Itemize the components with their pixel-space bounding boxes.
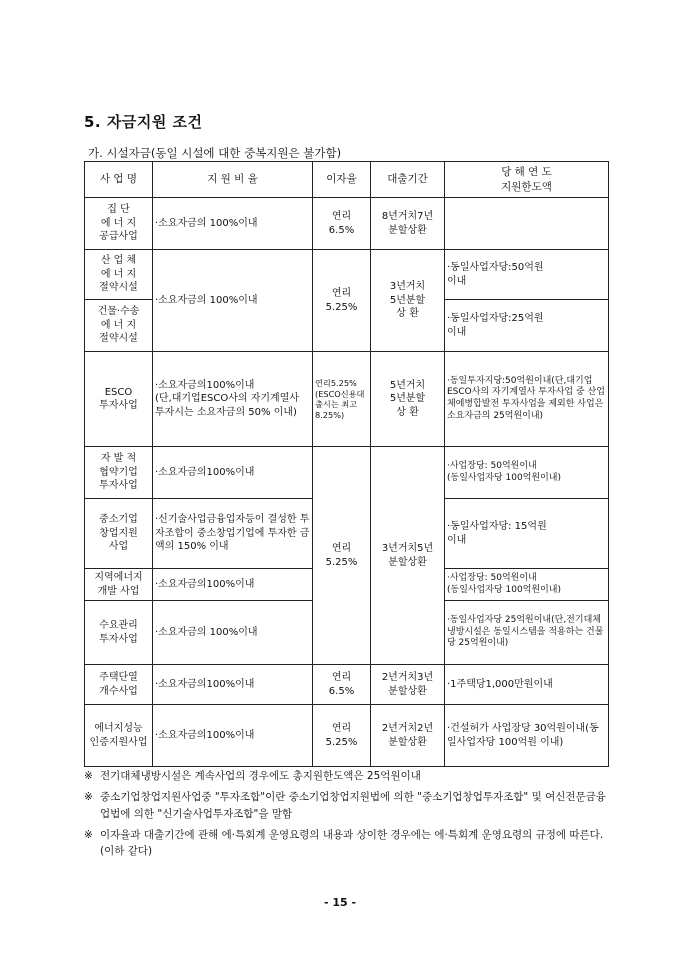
header-period: 대출기간: [371, 162, 445, 198]
cell-ratio: ·소요자금의 100%이내: [153, 601, 313, 665]
cell-interest: 연리 6.5%: [313, 665, 371, 705]
cell-business: 산 업 체 에 너 지 절약시설: [85, 250, 153, 300]
note-text: 전기대체냉방시설은 계속사업의 경우에도 총지원한도액은 25억원이내: [100, 770, 421, 782]
cell-ratio: ·소요자금의100%이내: [153, 447, 313, 499]
header-interest: 이자율: [313, 162, 371, 198]
table-row: [85, 447, 609, 499]
footnote: [84, 768, 608, 784]
cell-ratio: ·소요자금의100%이내: [153, 665, 313, 705]
note-mark: ※: [84, 770, 93, 782]
cell-limit: [445, 198, 609, 250]
cell-limit: ·사업장당: 50억원이내 (동일사업자당 100억원이내): [445, 447, 609, 499]
cell-business: 주택단열 개수사업: [85, 665, 153, 705]
cell-limit: ·동일투자지당:50억원이내(단,대기업ESCO사의 자기계열사 투자사업 중 산업체에병합발전 투자사업을 제외한 사업은 소요자금의 25억원이내): [445, 352, 609, 447]
header-limit: 당 해 연 도 지원한도액: [445, 162, 609, 198]
cell-business: 수요관리 투자사업: [85, 601, 153, 665]
note-text: 이자율과 대출기간에 관해 에·특회계 운영요령의 내용과 상이한 경우에는 에·특회계 운영요령의 규정에 따른다.(이하 같다): [100, 828, 604, 858]
table-row: [85, 705, 609, 767]
cell-interest: 연리5.25% (ESCO신용대출시는 최고 8.25%): [313, 352, 371, 447]
cell-business: 에너지성능 인증지원사업: [85, 705, 153, 767]
cell-limit: ·건설허가 사업장당 30억원이내(동일사업자당 100억원 이내): [445, 705, 609, 767]
cell-limit: ·사업장당: 50억원이내 (동일사업자당 100억원이내): [445, 569, 609, 601]
cell-interest: 연리 6.5%: [313, 198, 371, 250]
cell-period: 3년거치5년 분할상환: [371, 447, 445, 665]
page-number: - 15 -: [323, 896, 357, 909]
cell-business: 자 발 적 협약기업 투자사업: [85, 447, 153, 499]
cell-limit: ·동일사업자당:50억원 이내: [445, 250, 609, 300]
cell-limit: ·동일사업자당:25억원 이내: [445, 300, 609, 352]
cell-ratio: ·소요자금의100%이내: [153, 569, 313, 601]
header-business: 사 업 명: [85, 162, 153, 198]
table-row: [85, 352, 609, 447]
cell-business: 지역에너지 개발 사업: [85, 569, 153, 601]
funding-conditions-table: [84, 161, 609, 767]
section-title: 5. 자금지원 조건: [84, 113, 203, 131]
cell-interest: 연리 5.25%: [313, 705, 371, 767]
note-mark: ※: [84, 791, 93, 804]
cell-limit: ·동일사업자당 25억원이내(단,전기대체냉방시설은 동일시스템을 적용하는 건물당 25억원이내): [445, 601, 609, 665]
table-header-row: [85, 162, 609, 198]
table-row: [85, 250, 609, 300]
header-ratio: 지 원 비 율: [153, 162, 313, 198]
cell-period: 2년거치2년 분할상환: [371, 705, 445, 767]
footnote: [84, 827, 608, 860]
subsection-title: 가. 시설자금(동일 시설에 대한 중복지원은 불가함): [88, 146, 342, 160]
cell-ratio: ·소요자금의 100%이내: [153, 250, 313, 352]
cell-ratio: ·소요자금의100%이내 (단,대기업ESCO사의 자기계열사 투자시는 소요자금의 50% 이내): [153, 352, 313, 447]
cell-period: 5년거치 5년분할 상 환: [371, 352, 445, 447]
footnotes: [84, 768, 608, 864]
cell-ratio: ·소요자금의100%이내: [153, 705, 313, 767]
cell-ratio: ·소요자금의 100%이내: [153, 198, 313, 250]
cell-business: 집 단 에 너 지 공급사업: [85, 198, 153, 250]
cell-business: 건물·수송 에 너 지 절약시설: [85, 300, 153, 352]
table-row: [85, 198, 609, 250]
cell-period: 3년거치 5년분할 상 환: [371, 250, 445, 352]
cell-limit: ·1주택당1,000만원이내: [445, 665, 609, 705]
cell-limit: ·동일사업자당: 15억원 이내: [445, 499, 609, 569]
note-text: 중소기업창업지원사업중 "투자조합"이란 중소기업창업지원법에 의한 "중소기업창업투자조합" 및 여신전문금융업법에 의한 "신기술사업투자조합"을 말함: [100, 791, 606, 820]
cell-period: 8년거치7년 분할상환: [371, 198, 445, 250]
footnote: [84, 789, 608, 822]
cell-business: ESCO 투자사업: [85, 352, 153, 447]
cell-interest: 연리 5.25%: [313, 250, 371, 352]
note-mark: ※: [84, 828, 93, 841]
cell-interest: 연리 5.25%: [313, 447, 371, 665]
cell-ratio: ·신기술사업금융업자등이 결성한 투자조합이 중소창업기업에 투자한 금액의 150% 이내: [153, 499, 313, 569]
cell-business: 중소기업 창업지원 사업: [85, 499, 153, 569]
cell-period: 2년거치3년 분할상환: [371, 665, 445, 705]
table-row: [85, 665, 609, 705]
